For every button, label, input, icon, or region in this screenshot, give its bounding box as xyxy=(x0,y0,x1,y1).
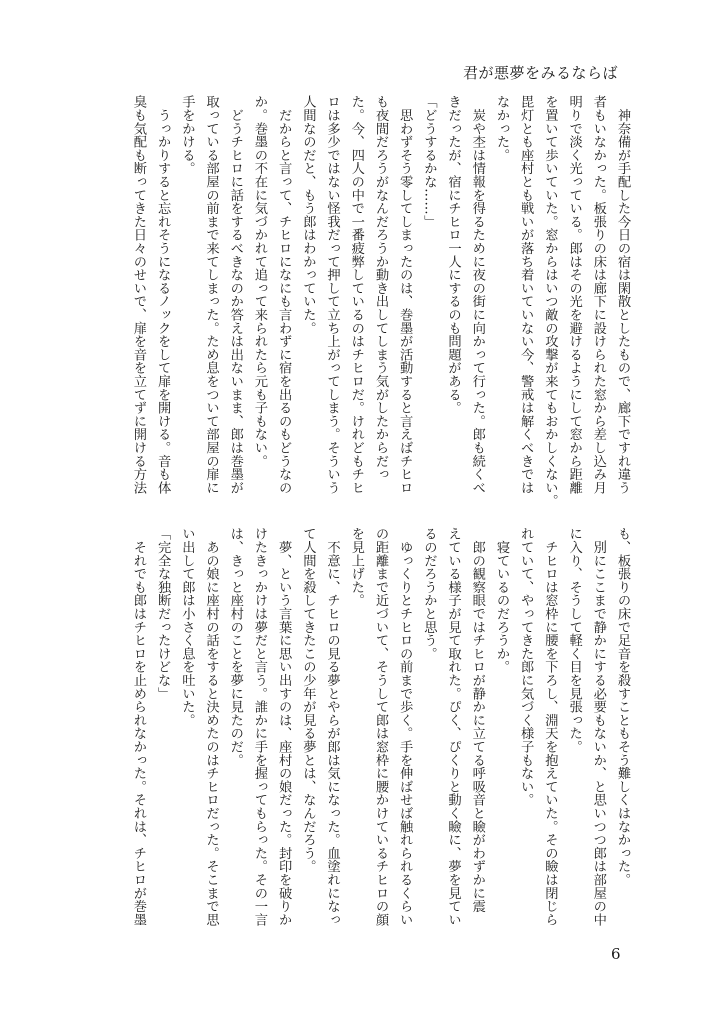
text-line: ゆっくりとチヒロの前まで歩く。手を伸ばせば触れられるくらい xyxy=(397,527,413,926)
text-line: だからと言って、チヒロになにも言わずに宿を出るのもどうなの xyxy=(276,95,292,494)
text-line: なかった。 xyxy=(493,95,509,162)
text-line: も夜間だろうがなんだろうか動き出してしまう気がしたからだっ xyxy=(372,95,388,481)
text-line: の距離まで近づいて、そうして郎は窓枠に腰かけているチヒロの顔 xyxy=(372,527,388,926)
text-line: は、きっと座村のことを夢に見たのだ。 xyxy=(227,527,243,767)
text-line: 人間なのだと、もう郎はわかっていた。 xyxy=(300,95,316,335)
lower-text-tier xyxy=(126,527,634,937)
text-line: 神奈備が手配した今日の宿は閑散としたもので、廊下ですれ違う xyxy=(615,95,630,494)
text-line: 毘灯とも座村とも戦いが落ち着いていない今、警戒は解くべきでは xyxy=(518,95,534,494)
text-line: を置いて歩いていた。窓からはいつ敵の攻撃が来てもおかしくない。 xyxy=(542,95,558,508)
text-line: きだったが、宿にチヒロ一人にするのも問題がある。 xyxy=(445,95,461,415)
text-line: 夢、という言葉に思い出すのは、座村の娘だった。封印を破りか xyxy=(276,527,292,926)
text-line: けたきっかけは夢だと言う。誰かに手を握ってもらった。その一言 xyxy=(251,527,267,926)
text-line: 炭や杢は情報を得るために夜の街に向かって行った。郎も続くべ xyxy=(469,95,485,494)
text-line: どうチヒロに話をするべきなのか答えは出ないまま、郎は巻墨が xyxy=(227,95,243,494)
text-line: 者もいなかった。板張りの床は廊下に設けられた窓から差し込み月 xyxy=(590,95,606,494)
text-line: 寝ているのだろうか。 xyxy=(493,527,509,674)
upper-text-tier xyxy=(126,95,634,508)
text-line: 別にここまで静かにする必要もないか、と思いつつ郎は部屋の中 xyxy=(590,527,606,926)
text-line: て人間を殺してきたこの少年が見る夢とは、なんだろう。 xyxy=(300,527,316,873)
text-line: 「完全な独断だったけどな」 xyxy=(155,527,171,700)
text-line: い出して郎は小さく息を吐いた。 xyxy=(179,527,195,727)
text-line: ロは多少ではない怪我だって押して立ち上がってしまう。そういう xyxy=(324,95,340,494)
text-line: を見上げた。 xyxy=(348,527,364,607)
text-line: た。今、四人の中で一番疲弊しているのはチヒロだ。けれどもチヒ xyxy=(348,95,364,494)
text-line: 明りで淡く光っている。郎はその光を避けるようにして窓から距離 xyxy=(566,95,582,494)
text-line: 郎の観察眼ではチヒロが静かに立てる呼吸音と瞼がわずかに震 xyxy=(469,527,485,913)
running-head-title: 君が悪夢をみるならば xyxy=(462,64,618,82)
text-line: チヒロは窓枠に腰を下ろし、淵天を抱えていた。その瞼は閉じら xyxy=(542,527,558,926)
text-line: 臭も気配も断ってきた日々のせいで、扉を音を立てずに開ける方法 xyxy=(130,95,146,494)
text-line: か。巻墨の不在に気づかれて追って来られたら元も子もない。 xyxy=(251,95,267,468)
text-line: 手をかける。 xyxy=(179,95,195,175)
text-line: 「どうするかな……」 xyxy=(421,95,437,228)
text-line: に入り、そうして軽く目を見張った。 xyxy=(566,527,582,754)
text-line: うっかりすると忘れそうになるノックをして扉を開ける。音も体 xyxy=(155,95,171,494)
text-line: 不意に、チヒロの見る夢とやらが郎は気になった。血塗れになっ xyxy=(324,527,340,926)
text-line: あの娘に座村の話をすると決めたのはチヒロだった。そこまで思 xyxy=(203,527,219,926)
text-line: 思わずそう零してしまったのは、巻墨が活動すると言えばチヒロ xyxy=(397,95,413,494)
text-line: えている様子が見て取れた。ぴく、ぴくりと動く瞼に、夢を見てい xyxy=(445,527,461,926)
text-line: も、板張りの床で足音を殺すこともそう難しくはなかった。 xyxy=(615,527,630,887)
text-line: それでも郎はチヒロを止められなかった。それは、チヒロが巻墨 xyxy=(130,527,146,926)
text-line: れていて、やってきた郎に気づく様子もない。 xyxy=(518,527,534,807)
page-number: 6 xyxy=(611,945,621,963)
text-line: るのだろうかと思う。 xyxy=(421,527,437,660)
text-line: 取っている部屋の前まで来てしまった。ため息をついて部屋の扉に xyxy=(203,95,219,494)
